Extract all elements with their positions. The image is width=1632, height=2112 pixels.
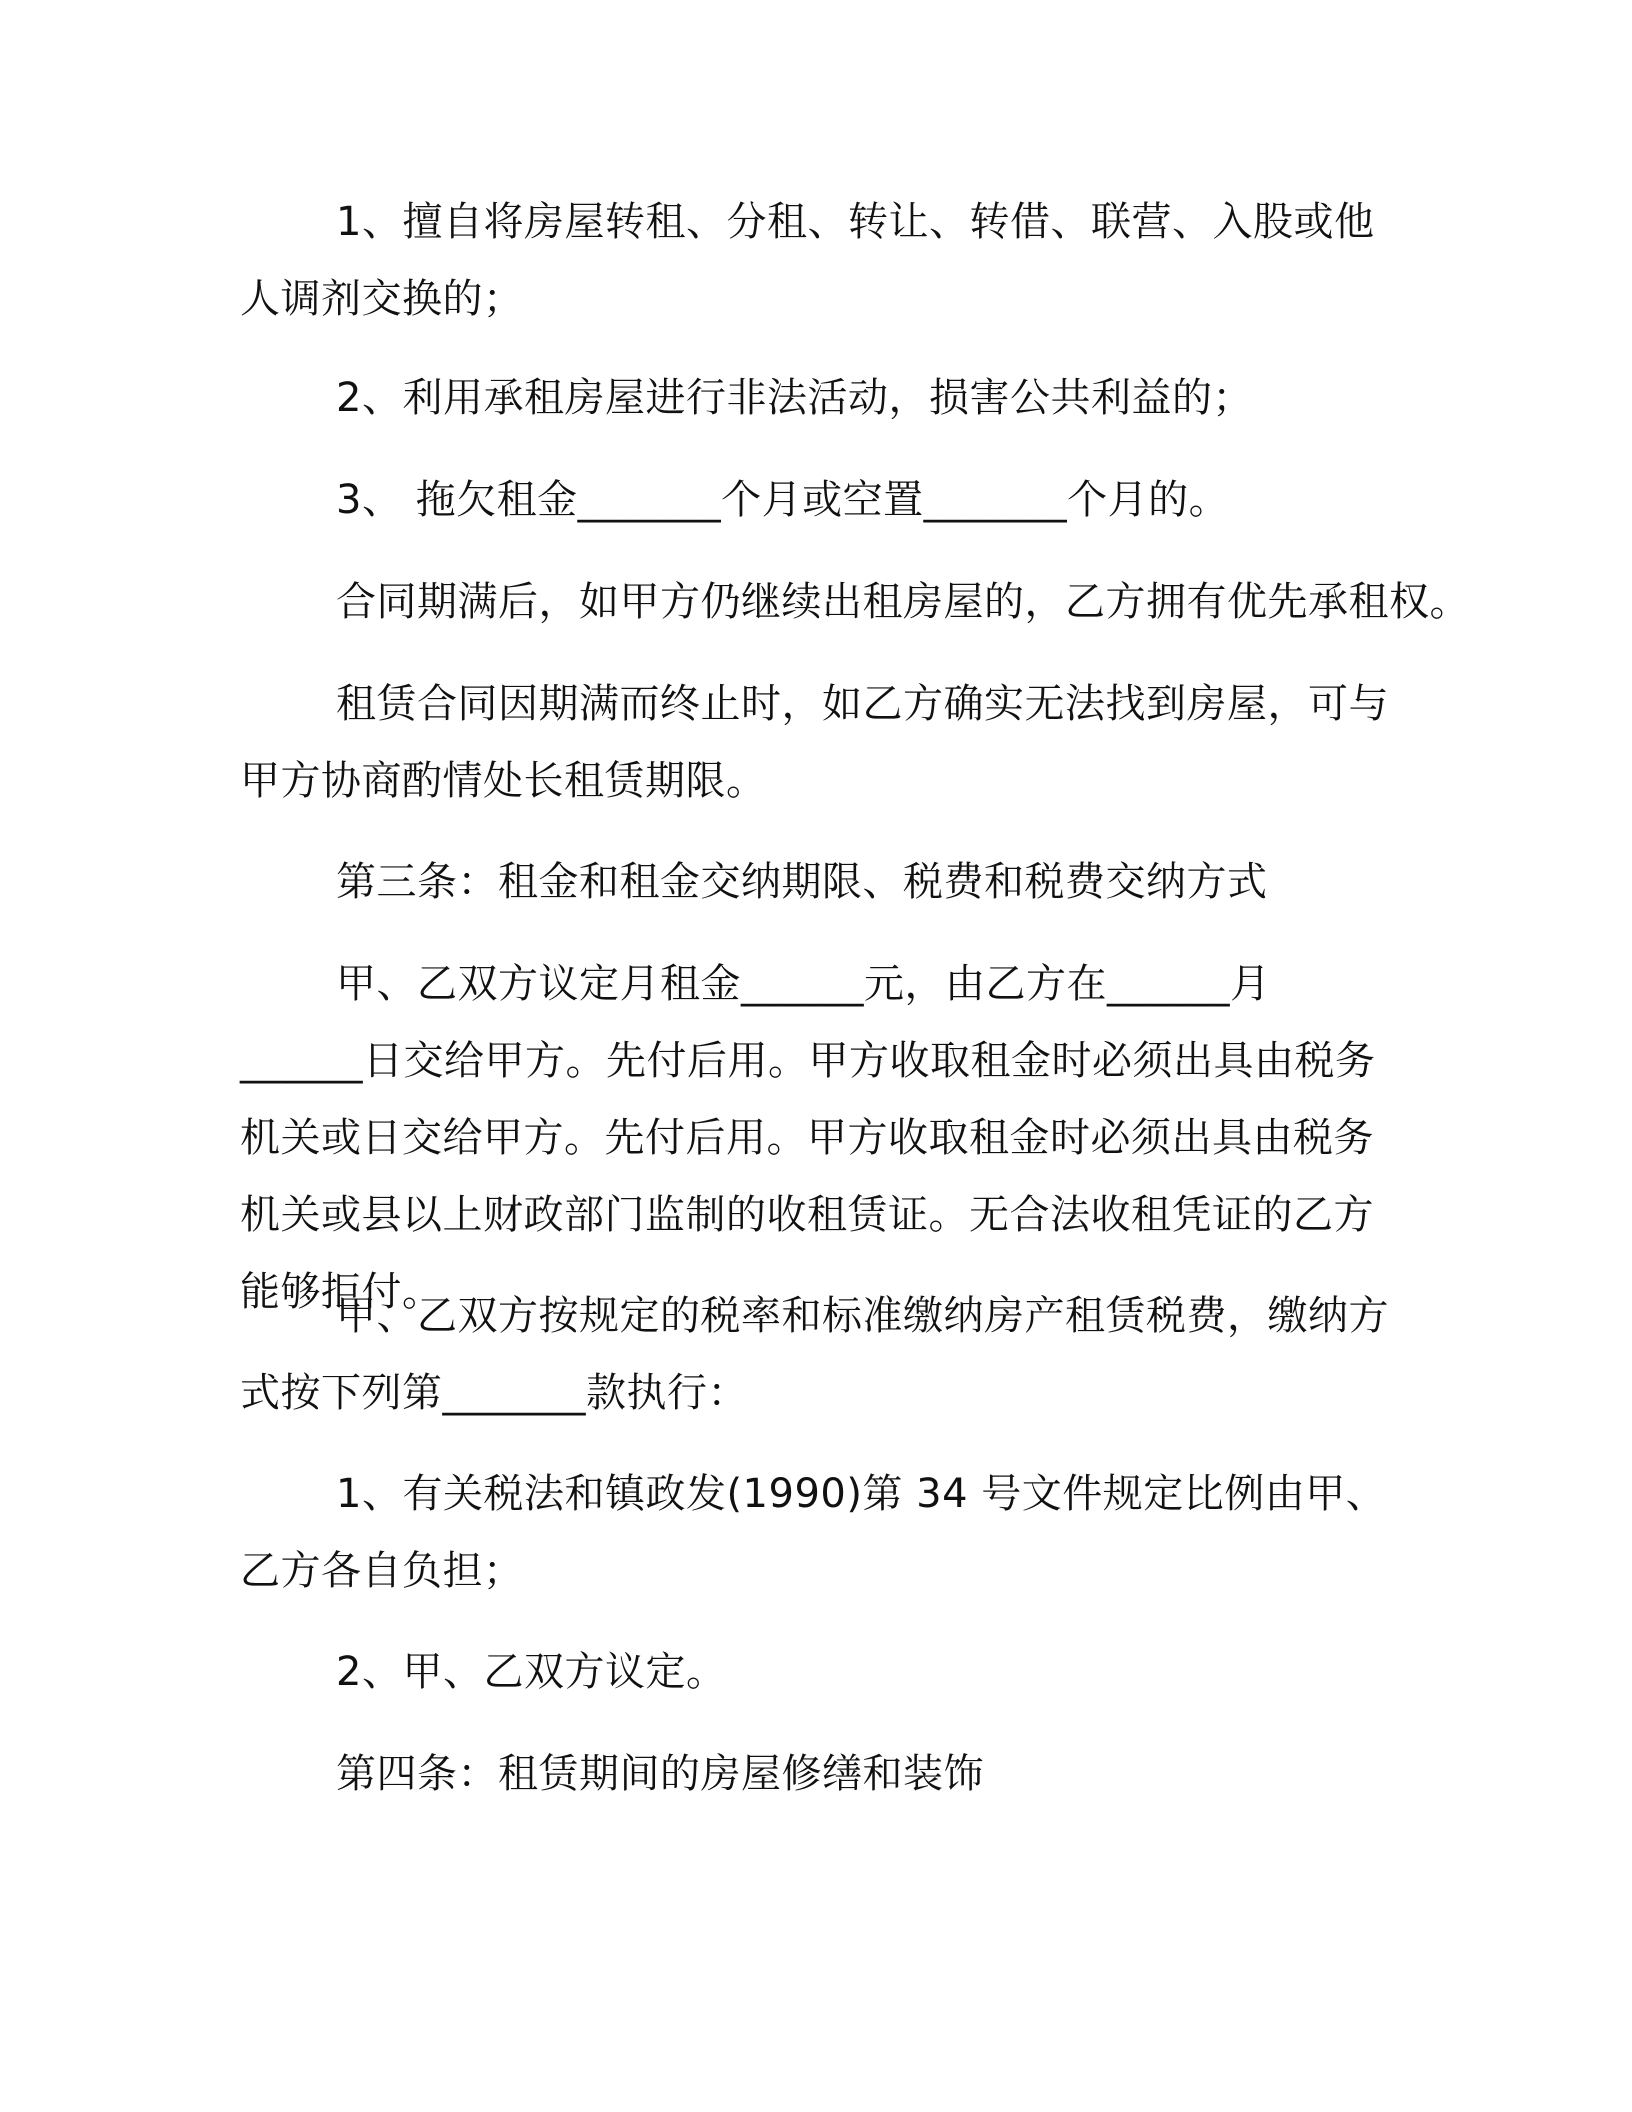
- paragraph-extension: 租赁合同因期满而终止时，如乙方确实无法找到房屋，可与甲方协商酌情处长租赁期限。: [240, 681, 1389, 804]
- paragraph-tax-option-2: 2、甲、乙双方议定。: [336, 1649, 727, 1695]
- paragraph-clause-1-sublet: 1、擅自将房屋转租、分租、转让、转借、联营、入股或他人调剂交换的；: [240, 199, 1375, 322]
- paragraph-priority-renewal: 合同期满后，如甲方仍继续出租房屋的，乙方拥有优先承租权。: [336, 579, 1470, 625]
- paragraph-rent-payment: 甲、乙双方议定月租金______元，由乙方在______月______日交给甲方。先付后用。甲方收取租金时必须出具由税务机关或日交给甲方。先付后用。甲方收取租金时必须出具由税务机关或县以上财政部门监制的收租赁证。无合法收租凭证的乙方能够拒付。: [240, 961, 1376, 1315]
- paragraph-clause-2-illegal-use: 2、利用承租房屋进行非法活动，损害公共利益的；: [336, 375, 1253, 421]
- paragraph-tax-option-1: 1、有关税法和镇政发(1990)第 34 号文件规定比例由甲、乙方各自负担；: [240, 1471, 1387, 1594]
- paragraph-clause-3-arrears: 3、 拖欠租金_______个月或空置_______个月的。: [336, 477, 1230, 523]
- section-heading-article-3: 第三条：租金和租金交纳期限、税费和税费交纳方式: [336, 859, 1268, 905]
- section-heading-article-4: 第四条：租赁期间的房屋修缮和装饰: [336, 1751, 984, 1797]
- paragraph-tax-payment: 甲、乙双方按规定的税率和标准缴纳房产租赁税费，缴纳方式按下列第_______款执行：: [240, 1293, 1389, 1416]
